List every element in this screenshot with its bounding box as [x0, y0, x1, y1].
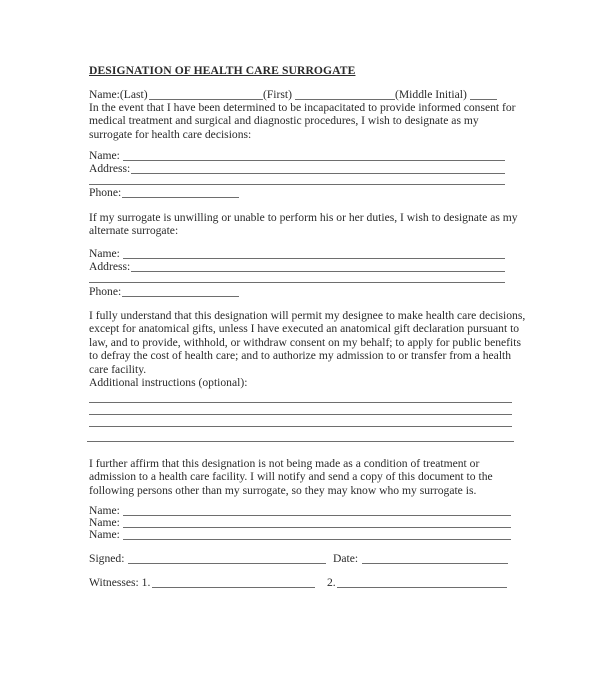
affirm-paragraph: I further affirm that this designation is not being made as a condition of treatment or admission to a health care facility. I will notify and send a copy of this document to the following persons other than my surrogate, so they may know who my surrogate is.	[89, 457, 493, 497]
alternate-address-field-2[interactable]	[89, 282, 505, 283]
name-first-label: (First)	[263, 88, 292, 101]
surrogate-phone-field[interactable]	[122, 197, 239, 198]
notify-name-label-2: Name:	[89, 516, 120, 529]
signed-field[interactable]	[128, 563, 326, 564]
surrogate-address-field-2[interactable]	[89, 184, 505, 185]
additional-instructions-line-2[interactable]	[89, 414, 512, 415]
intro-paragraph: In the event that I have been determined to be incapacitated to provide informed consent for medical treatment and surgical and diagnostic procedures, I wish to designate as my surrogate for health care decisions:	[89, 101, 516, 141]
signed-label: Signed:	[89, 552, 125, 565]
additional-instructions-label: Additional instructions (optional):	[89, 376, 248, 389]
alternate-phone-field[interactable]	[122, 296, 239, 297]
witness-2-label: 2.	[327, 576, 336, 589]
notify-name-field-2[interactable]	[123, 527, 511, 528]
alternate-address-label: Address:	[89, 260, 131, 273]
witnesses-label: Witnesses: 1.	[89, 576, 151, 589]
surrogate-address-field[interactable]	[131, 173, 505, 174]
document-title: DESIGNATION OF HEALTH CARE SURROGATE	[89, 64, 356, 77]
alternate-name-label: Name:	[89, 247, 120, 260]
surrogate-name-label: Name:	[89, 149, 120, 162]
alternate-address-field[interactable]	[131, 271, 505, 272]
alternate-phone-label: Phone:	[89, 285, 122, 298]
name-last-field[interactable]	[149, 99, 263, 100]
additional-instructions-line-4[interactable]	[87, 441, 514, 442]
notify-name-label-3: Name:	[89, 528, 120, 541]
date-field[interactable]	[362, 563, 508, 564]
understanding-paragraph: I fully understand that this designation will permit my designee to make health care decisions, except for anatomical gifts, unless I have executed an anatomical gift declaration pursuant to law, and to provide, withhold, or withdraw consent on my behalf; to apply for public benefits to defray the cost of health care; and to authorize my admission to or transfer from a health care facility.	[89, 309, 526, 376]
name-middle-field[interactable]	[470, 99, 497, 100]
notify-name-label-1: Name:	[89, 504, 120, 517]
notify-name-field-1[interactable]	[123, 515, 511, 516]
notify-name-field-3[interactable]	[123, 539, 511, 540]
additional-instructions-line-1[interactable]	[89, 402, 512, 403]
name-first-field[interactable]	[295, 99, 395, 100]
date-label: Date:	[333, 552, 359, 565]
alternate-name-field[interactable]	[123, 258, 505, 259]
witness-1-field[interactable]	[152, 587, 315, 588]
name-last-label: Name:(Last)	[89, 88, 148, 101]
name-middle-label: (Middle Initial)	[395, 88, 467, 101]
surrogate-address-label: Address:	[89, 162, 131, 175]
surrogate-name-field[interactable]	[123, 160, 505, 161]
witness-2-field[interactable]	[337, 587, 507, 588]
surrogate-phone-label: Phone:	[89, 186, 122, 199]
additional-instructions-line-3[interactable]	[89, 426, 512, 427]
alternate-paragraph: If my surrogate is unwilling or unable to perform his or her duties, I wish to designate as my alternate surrogate:	[89, 211, 518, 238]
